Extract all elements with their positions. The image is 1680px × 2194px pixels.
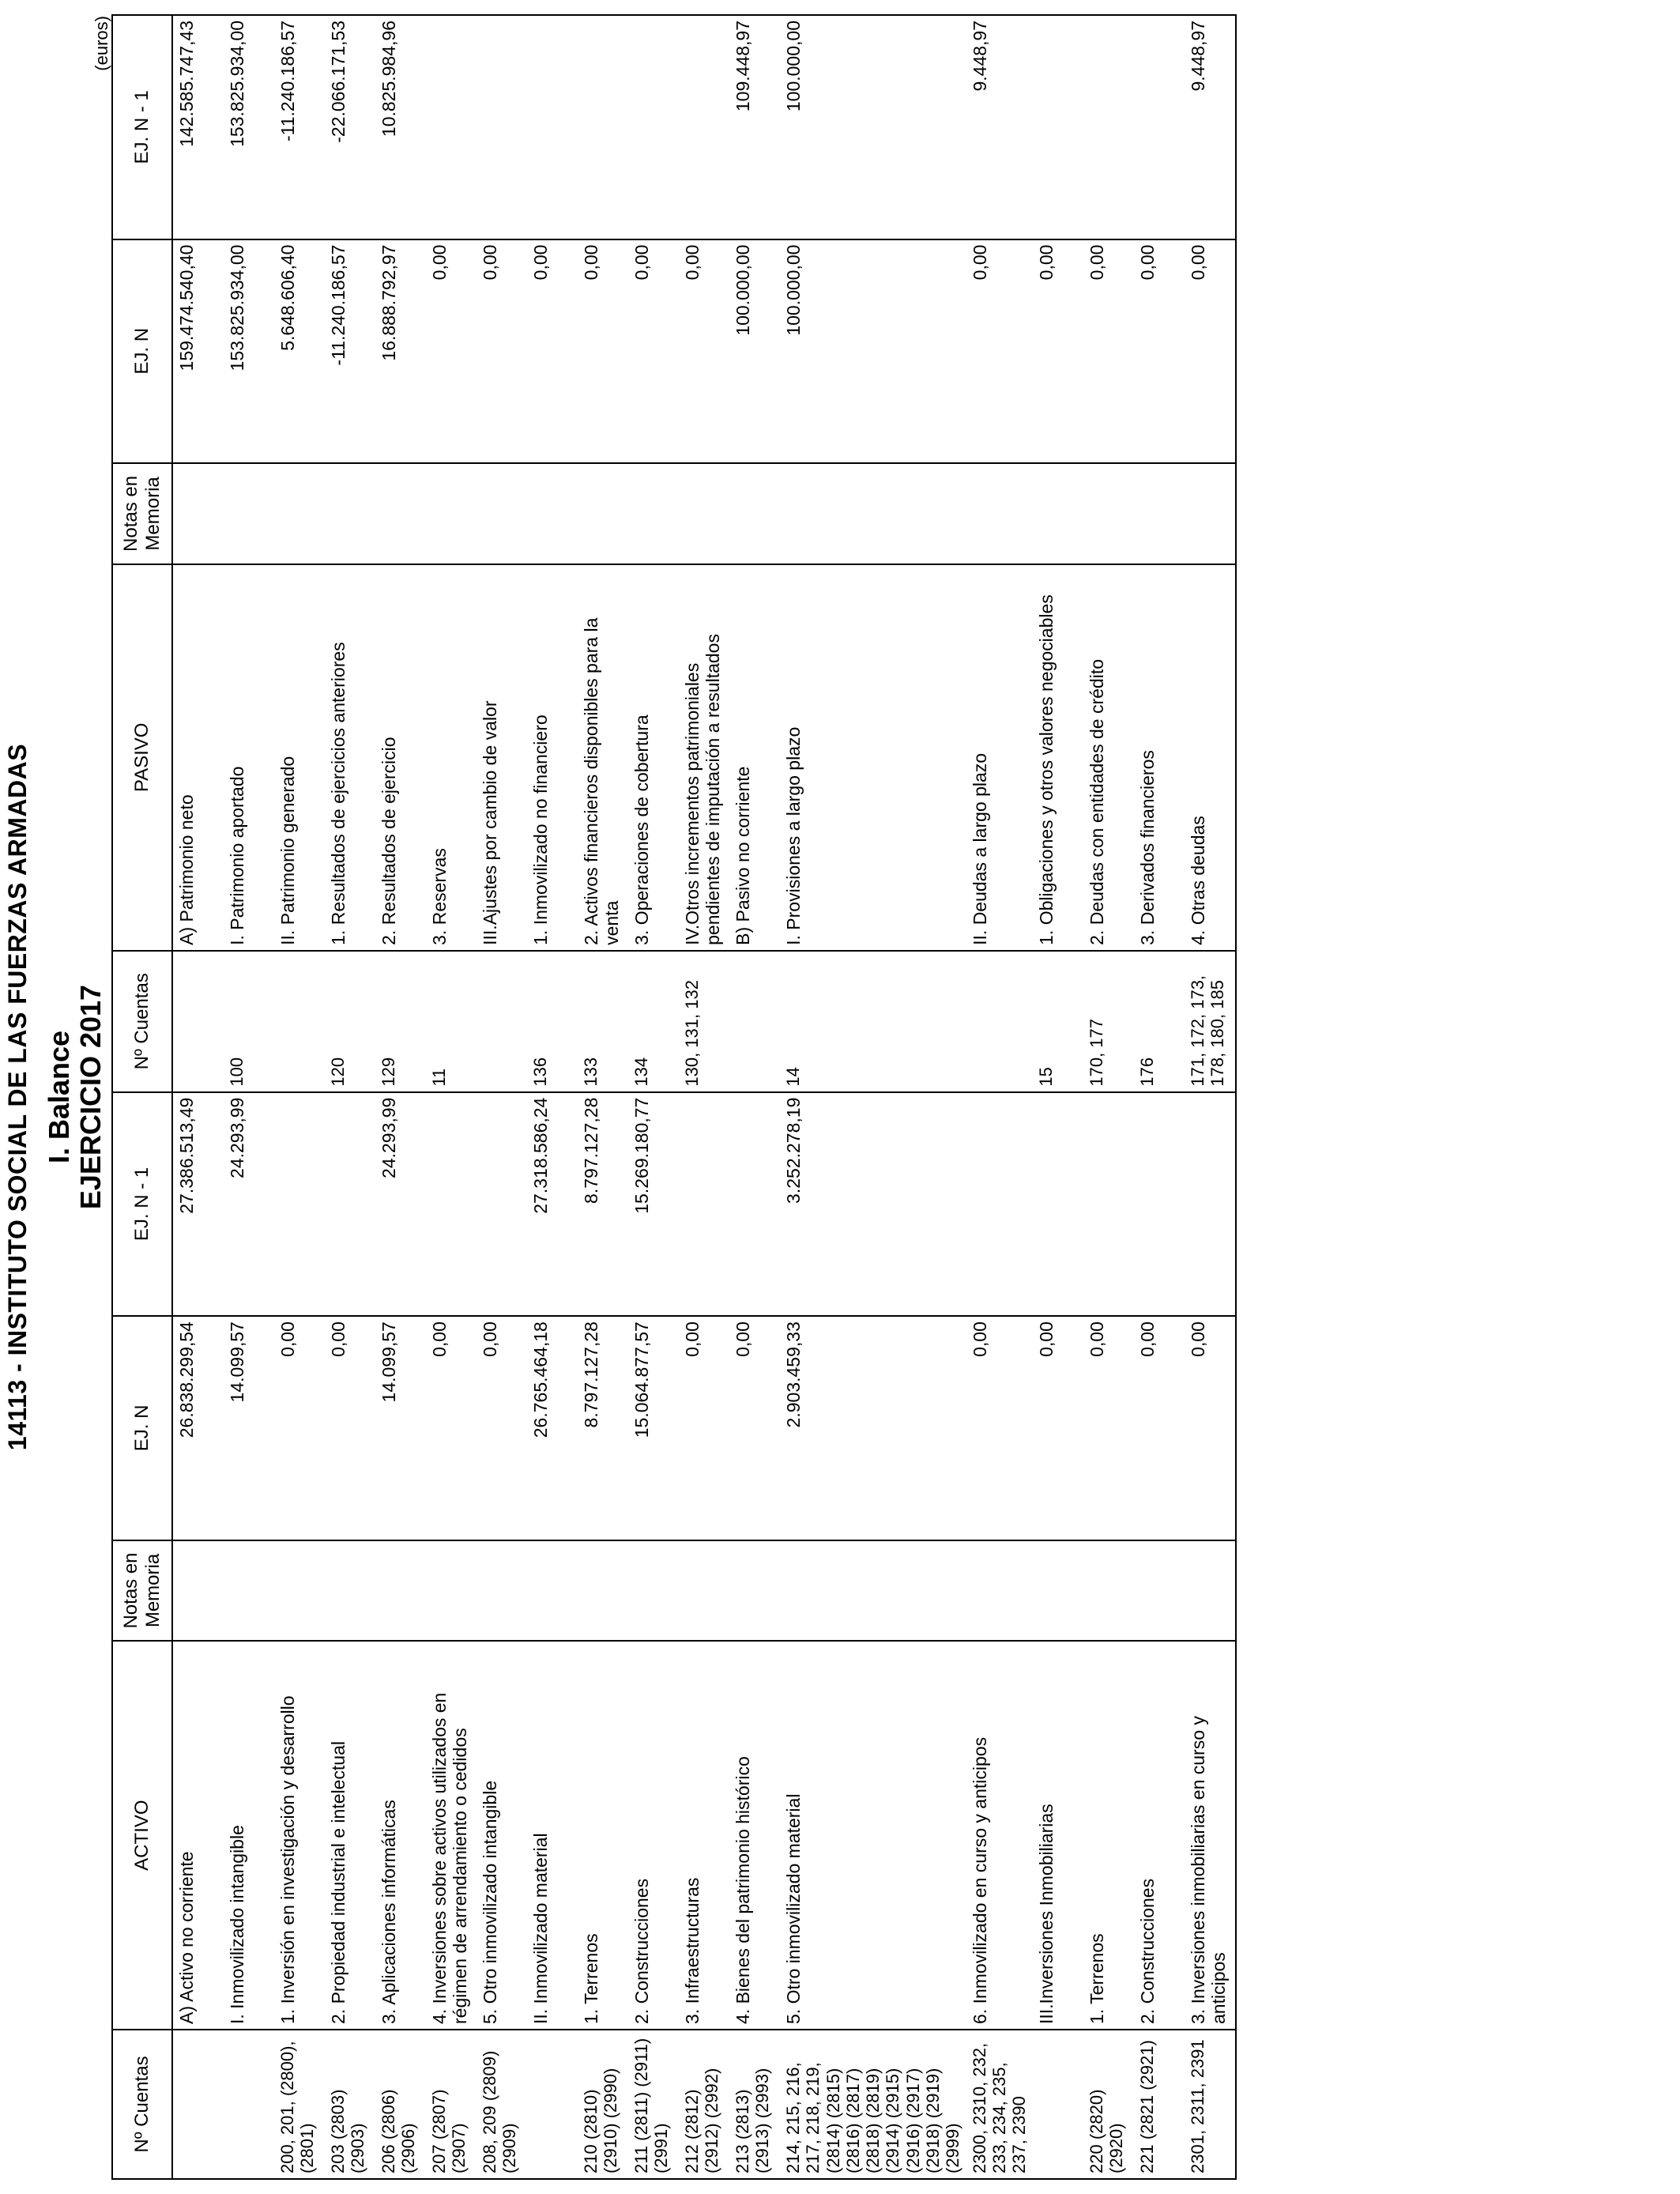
activo-cuentas-cell: 220 (2820) (2920) bbox=[1083, 2030, 1134, 2179]
table-row bbox=[325, 15, 375, 2179]
pasivo-ej-n1-cell: 10.825.984,96 bbox=[375, 15, 426, 239]
activo-ej-n1-cell: 3.252.278,19 bbox=[780, 1092, 966, 1317]
table-row bbox=[172, 15, 224, 2179]
pasivo-notas-cell bbox=[628, 463, 679, 564]
pasivo-notas-cell bbox=[325, 463, 375, 564]
pasivo-cuentas-cell bbox=[274, 951, 325, 1092]
table-body bbox=[172, 15, 1236, 2179]
table-row bbox=[729, 15, 780, 2179]
pasivo-notas-cell bbox=[426, 463, 477, 564]
pasivo-cuentas-cell bbox=[477, 951, 527, 1092]
pasivo-ej-n-cell: 5.648.606,40 bbox=[274, 239, 325, 464]
activo-concepto-cell: 2. Propiedad industrial e intelectual bbox=[325, 1641, 375, 2030]
pasivo-notas-cell bbox=[1185, 463, 1236, 564]
activo-notas-cell bbox=[172, 1540, 224, 1642]
col-header-ej-n-activo: EJ. N bbox=[112, 1316, 172, 1540]
pasivo-ej-n1-cell bbox=[1083, 15, 1134, 239]
activo-notas-cell bbox=[426, 1540, 477, 1642]
pasivo-notas-cell bbox=[1083, 463, 1134, 564]
table-row bbox=[1134, 15, 1185, 2179]
activo-ej-n1-cell bbox=[274, 1092, 325, 1317]
activo-cuentas-cell: 208, 209 (2809) (2909) bbox=[477, 2030, 527, 2179]
pasivo-ej-n-cell: 16.888.792,97 bbox=[375, 239, 426, 464]
activo-ej-n1-cell: 24.293,99 bbox=[375, 1092, 426, 1317]
activo-ej-n1-cell bbox=[1083, 1092, 1134, 1317]
col-header-cuentas-activo: Nº Cuentas bbox=[112, 2030, 172, 2179]
col-header-notas-pasivo: Notas en Memoria bbox=[112, 463, 172, 564]
pasivo-notas-cell bbox=[729, 463, 780, 564]
table-row bbox=[780, 15, 966, 2179]
activo-cuentas-cell: 2300, 2310, 232, 233, 234, 235, 237, 2390 bbox=[966, 2030, 1033, 2179]
table-row bbox=[1033, 15, 1083, 2179]
activo-ej-n1-cell: 24.293,99 bbox=[224, 1092, 274, 1317]
table-row bbox=[1083, 15, 1134, 2179]
pasivo-concepto-cell: 2. Deudas con entidades de crédito bbox=[1083, 564, 1134, 951]
activo-concepto-cell: 2. Construcciones bbox=[628, 1641, 679, 2030]
activo-cuentas-cell: 207 (2807) (2907) bbox=[426, 2030, 477, 2179]
pasivo-ej-n1-cell bbox=[426, 15, 477, 239]
pasivo-ej-n-cell: 0,00 bbox=[1134, 239, 1185, 464]
col-header-pasivo: PASIVO bbox=[112, 564, 172, 951]
pasivo-cuentas-cell: 134 bbox=[628, 951, 679, 1092]
pasivo-ej-n-cell: 153.825.934,00 bbox=[224, 239, 274, 464]
pasivo-cuentas-cell bbox=[729, 951, 780, 1092]
pasivo-notas-cell bbox=[172, 463, 224, 564]
table-row bbox=[426, 15, 477, 2179]
activo-notas-cell bbox=[628, 1540, 679, 1642]
pasivo-notas-cell bbox=[375, 463, 426, 564]
activo-ej-n1-cell bbox=[729, 1092, 780, 1317]
pasivo-ej-n-cell: 0,00 bbox=[477, 239, 527, 464]
activo-ej-n-cell: 2.903.459,33 bbox=[780, 1316, 966, 1540]
pasivo-concepto-cell: 1. Inmovilizado no financiero bbox=[527, 564, 578, 951]
activo-ej-n1-cell bbox=[1185, 1092, 1236, 1317]
activo-notas-cell bbox=[780, 1540, 966, 1642]
balance-table bbox=[111, 14, 1237, 2180]
table-row bbox=[966, 15, 1033, 2179]
activo-ej-n-cell: 0,00 bbox=[1134, 1316, 1185, 1540]
activo-ej-n1-cell: 15.269.180,77 bbox=[628, 1092, 679, 1317]
pasivo-cuentas-cell: 170, 177 bbox=[1083, 951, 1134, 1092]
pasivo-cuentas-cell: 133 bbox=[578, 951, 628, 1092]
pasivo-cuentas-cell: 14 bbox=[780, 951, 966, 1092]
activo-notas-cell bbox=[729, 1540, 780, 1642]
activo-notas-cell bbox=[1185, 1540, 1236, 1642]
activo-ej-n-cell: 8.797.127,28 bbox=[578, 1316, 628, 1540]
activo-ej-n-cell: 0,00 bbox=[274, 1316, 325, 1540]
pasivo-ej-n-cell: 0,00 bbox=[628, 239, 679, 464]
pasivo-notas-cell bbox=[1134, 463, 1185, 564]
pasivo-ej-n1-cell bbox=[1134, 15, 1185, 239]
pasivo-cuentas-cell bbox=[966, 951, 1033, 1092]
activo-cuentas-cell bbox=[224, 2030, 274, 2179]
pasivo-notas-cell bbox=[578, 463, 628, 564]
activo-cuentas-cell: 2301, 2311, 2391 bbox=[1185, 2030, 1236, 2179]
activo-cuentas-cell: 200, 201, (2800), (2801) bbox=[274, 2030, 325, 2179]
activo-notas-cell bbox=[477, 1540, 527, 1642]
activo-concepto-cell: I. Inmovilizado intangible bbox=[224, 1641, 274, 2030]
pasivo-concepto-cell: 2. Resultados de ejercicio bbox=[375, 564, 426, 951]
pasivo-concepto-cell: IV.Otros incrementos patrimoniales pendientes de imputación a resultados bbox=[679, 564, 729, 951]
pasivo-ej-n1-cell: 100.000,00 bbox=[780, 15, 966, 239]
activo-concepto-cell: 3. Inversiones inmobiliarias en curso y anticipos bbox=[1185, 1641, 1236, 2030]
activo-concepto-cell: 4. Bienes del patrimonio histórico bbox=[729, 1641, 780, 2030]
activo-ej-n-cell: 14.099,57 bbox=[224, 1316, 274, 1540]
pasivo-ej-n1-cell bbox=[527, 15, 578, 239]
activo-notas-cell bbox=[679, 1540, 729, 1642]
pasivo-cuentas-cell bbox=[172, 951, 224, 1092]
activo-notas-cell bbox=[375, 1540, 426, 1642]
activo-cuentas-cell bbox=[172, 2030, 224, 2179]
pasivo-ej-n1-cell: 153.825.934,00 bbox=[224, 15, 274, 239]
activo-cuentas-cell: 214, 215, 216, 217, 218, 219, (2814) (2815) (2816) (2817) (2818) (2819) (2914) (2915) (2916) (2917) (2918) (2919) (2999) bbox=[780, 2030, 966, 2179]
table-row bbox=[578, 15, 628, 2179]
pasivo-concepto-cell: I. Provisiones a largo plazo bbox=[780, 564, 966, 951]
activo-ej-n1-cell bbox=[679, 1092, 729, 1317]
pasivo-notas-cell bbox=[477, 463, 527, 564]
pasivo-ej-n-cell: 0,00 bbox=[527, 239, 578, 464]
pasivo-concepto-cell: III.Ajustes por cambio de valor bbox=[477, 564, 527, 951]
pasivo-notas-cell bbox=[1033, 463, 1083, 564]
col-header-ej-n1-activo: EJ. N - 1 bbox=[112, 1092, 172, 1317]
activo-notas-cell bbox=[1083, 1540, 1134, 1642]
pasivo-notas-cell bbox=[274, 463, 325, 564]
pasivo-notas-cell bbox=[679, 463, 729, 564]
activo-ej-n-cell: 15.064.877,57 bbox=[628, 1316, 679, 1540]
table-row bbox=[375, 15, 426, 2179]
activo-cuentas-cell: 212 (2812) (2912) (2992) bbox=[679, 2030, 729, 2179]
pasivo-concepto-cell: 3. Reservas bbox=[426, 564, 477, 951]
activo-notas-cell bbox=[578, 1540, 628, 1642]
activo-concepto-cell: II. Inmovilizado material bbox=[527, 1641, 578, 2030]
activo-concepto-cell: A) Activo no corriente bbox=[172, 1641, 224, 2030]
pasivo-concepto-cell: 1. Resultados de ejercicios anteriores bbox=[325, 564, 375, 951]
activo-cuentas-cell: 206 (2806) (2906) bbox=[375, 2030, 426, 2179]
activo-ej-n-cell: 26.765.464,18 bbox=[527, 1316, 578, 1540]
pasivo-cuentas-cell: 136 bbox=[527, 951, 578, 1092]
pasivo-cuentas-cell: 11 bbox=[426, 951, 477, 1092]
activo-ej-n-cell: 0,00 bbox=[1033, 1316, 1083, 1540]
activo-ej-n-cell: 0,00 bbox=[1083, 1316, 1134, 1540]
pasivo-ej-n-cell: 0,00 bbox=[578, 239, 628, 464]
pasivo-ej-n1-cell: 9.448,97 bbox=[966, 15, 1033, 239]
table-row bbox=[628, 15, 679, 2179]
activo-ej-n-cell: 0,00 bbox=[1185, 1316, 1236, 1540]
pasivo-ej-n1-cell: -11.240.186,57 bbox=[274, 15, 325, 239]
pasivo-cuentas-cell: 176 bbox=[1134, 951, 1185, 1092]
activo-notas-cell bbox=[1033, 1540, 1083, 1642]
pasivo-cuentas-cell: 120 bbox=[325, 951, 375, 1092]
pasivo-cuentas-cell: 15 bbox=[1033, 951, 1083, 1092]
activo-ej-n-cell: 0,00 bbox=[679, 1316, 729, 1540]
activo-ej-n1-cell bbox=[966, 1092, 1033, 1317]
table-row bbox=[224, 15, 274, 2179]
activo-concepto-cell: 1. Terrenos bbox=[578, 1641, 628, 2030]
activo-cuentas-cell: 221 (2821 (2921) bbox=[1134, 2030, 1185, 2179]
pasivo-concepto-cell: 4. Otras deudas bbox=[1185, 564, 1236, 951]
activo-notas-cell bbox=[1134, 1540, 1185, 1642]
table-header-row bbox=[112, 15, 172, 2179]
activo-concepto-cell: 6. Inmovilizado en curso y anticipos bbox=[966, 1641, 1033, 2030]
pasivo-cuentas-cell: 171, 172, 173, 178, 180, 185 bbox=[1185, 951, 1236, 1092]
activo-ej-n1-cell bbox=[477, 1092, 527, 1317]
pasivo-ej-n1-cell bbox=[628, 15, 679, 239]
pasivo-concepto-cell: I. Patrimonio aportado bbox=[224, 564, 274, 951]
activo-concepto-cell: 4. Inversiones sobre activos utilizados en régimen de arrendamiento o cedidos bbox=[426, 1641, 477, 2030]
pasivo-notas-cell bbox=[224, 463, 274, 564]
activo-ej-n-cell: 26.838.299,54 bbox=[172, 1316, 224, 1540]
pasivo-concepto-cell: 1. Obligaciones y otros valores negociables bbox=[1033, 564, 1083, 951]
pasivo-ej-n-cell: 0,00 bbox=[1083, 239, 1134, 464]
activo-ej-n-cell: 0,00 bbox=[477, 1316, 527, 1540]
pasivo-notas-cell bbox=[527, 463, 578, 564]
pasivo-ej-n-cell: 159.474.540,40 bbox=[172, 239, 224, 464]
activo-cuentas-cell bbox=[1033, 2030, 1083, 2179]
activo-notas-cell bbox=[966, 1540, 1033, 1642]
activo-ej-n1-cell bbox=[426, 1092, 477, 1317]
col-header-activo: ACTIVO bbox=[112, 1641, 172, 2030]
pasivo-concepto-cell: A) Patrimonio neto bbox=[172, 564, 224, 951]
activo-ej-n1-cell bbox=[1033, 1092, 1083, 1317]
pasivo-ej-n1-cell bbox=[477, 15, 527, 239]
pasivo-concepto-cell: II. Deudas a largo plazo bbox=[966, 564, 1033, 951]
col-header-cuentas-pasivo: Nº Cuentas bbox=[112, 951, 172, 1092]
pasivo-ej-n-cell: 0,00 bbox=[679, 239, 729, 464]
table-row bbox=[477, 15, 527, 2179]
activo-ej-n-cell: 0,00 bbox=[426, 1316, 477, 1540]
pasivo-concepto-cell: 3. Operaciones de cobertura bbox=[628, 564, 679, 951]
section-title: I. Balance bbox=[43, 1030, 75, 1164]
activo-concepto-cell: 1. Terrenos bbox=[1083, 1641, 1134, 2030]
pasivo-ej-n-cell: 100.000,00 bbox=[729, 239, 780, 464]
pasivo-ej-n1-cell: 109.448,97 bbox=[729, 15, 780, 239]
pasivo-ej-n-cell: 0,00 bbox=[966, 239, 1033, 464]
table-row bbox=[1185, 15, 1236, 2179]
activo-concepto-cell: 1. Inversión en investigación y desarrollo bbox=[274, 1641, 325, 2030]
pasivo-cuentas-cell: 129 bbox=[375, 951, 426, 1092]
pasivo-concepto-cell: 3. Derivados financieros bbox=[1134, 564, 1185, 951]
col-header-ej-n1-pasivo: EJ. N - 1 bbox=[112, 15, 172, 239]
table-row bbox=[274, 15, 325, 2179]
activo-notas-cell bbox=[274, 1540, 325, 1642]
pasivo-concepto-cell: II. Patrimonio generado bbox=[274, 564, 325, 951]
activo-ej-n1-cell bbox=[1134, 1092, 1185, 1317]
pasivo-ej-n-cell: -11.240.186,57 bbox=[325, 239, 375, 464]
pasivo-ej-n-cell: 0,00 bbox=[1033, 239, 1083, 464]
activo-cuentas-cell: 203 (2803) (2903) bbox=[325, 2030, 375, 2179]
pasivo-ej-n1-cell bbox=[1033, 15, 1083, 239]
activo-ej-n-cell: 0,00 bbox=[729, 1316, 780, 1540]
table-row bbox=[527, 15, 578, 2179]
document-title: 14113 - INSTITUTO SOCIAL DE LAS FUERZAS ARMADAS bbox=[3, 743, 32, 1451]
activo-concepto-cell: III.Inversiones Inmobiliarias bbox=[1033, 1641, 1083, 2030]
pasivo-concepto-cell: B) Pasivo no corriente bbox=[729, 564, 780, 951]
pasivo-ej-n1-cell bbox=[679, 15, 729, 239]
activo-concepto-cell: 5. Otro inmovilizado material bbox=[780, 1641, 966, 2030]
activo-notas-cell bbox=[527, 1540, 578, 1642]
pasivo-ej-n-cell: 0,00 bbox=[1185, 239, 1236, 464]
activo-concepto-cell: 3. Aplicaciones informáticas bbox=[375, 1641, 426, 2030]
col-header-ej-n-pasivo: EJ. N bbox=[112, 239, 172, 464]
activo-cuentas-cell: 211 (2811) (2911) (2991) bbox=[628, 2030, 679, 2179]
pasivo-notas-cell bbox=[966, 463, 1033, 564]
activo-ej-n1-cell: 27.386.513,49 bbox=[172, 1092, 224, 1317]
activo-concepto-cell: 3. Infraestructuras bbox=[679, 1641, 729, 2030]
activo-cuentas-cell: 213 (2813) (2913) (2993) bbox=[729, 2030, 780, 2179]
units-label: (euros) bbox=[92, 16, 111, 71]
pasivo-concepto-cell: 2. Activos financieros disponibles para la venta bbox=[578, 564, 628, 951]
pasivo-ej-n-cell: 0,00 bbox=[426, 239, 477, 464]
activo-ej-n1-cell: 27.318.586,24 bbox=[527, 1092, 578, 1317]
activo-ej-n1-cell: 8.797.127,28 bbox=[578, 1092, 628, 1317]
table-row bbox=[679, 15, 729, 2179]
activo-notas-cell bbox=[325, 1540, 375, 1642]
col-header-notas-activo: Notas en Memoria bbox=[112, 1540, 172, 1642]
pasivo-ej-n1-cell: 9.448,97 bbox=[1185, 15, 1236, 239]
activo-cuentas-cell bbox=[527, 2030, 578, 2179]
pasivo-cuentas-cell: 100 bbox=[224, 951, 274, 1092]
activo-concepto-cell: 2. Construcciones bbox=[1134, 1641, 1185, 2030]
pasivo-ej-n1-cell: -22.066.171,53 bbox=[325, 15, 375, 239]
pasivo-notas-cell bbox=[780, 463, 966, 564]
activo-ej-n-cell: 0,00 bbox=[325, 1316, 375, 1540]
activo-ej-n-cell: 0,00 bbox=[966, 1316, 1033, 1540]
pasivo-ej-n-cell: 100.000,00 bbox=[780, 239, 966, 464]
activo-notas-cell bbox=[224, 1540, 274, 1642]
pasivo-ej-n1-cell bbox=[578, 15, 628, 239]
pasivo-ej-n1-cell: 142.585.747,43 bbox=[172, 15, 224, 239]
activo-concepto-cell: 5. Otro inmovilizado intangible bbox=[477, 1641, 527, 2030]
pasivo-cuentas-cell: 130, 131, 132 bbox=[679, 951, 729, 1092]
activo-ej-n-cell: 14.099,57 bbox=[375, 1316, 426, 1540]
activo-ej-n1-cell bbox=[325, 1092, 375, 1317]
activo-cuentas-cell: 210 (2810) (2910) (2990) bbox=[578, 2030, 628, 2179]
exercise-title: EJERCICIO 2017 bbox=[74, 984, 107, 1210]
